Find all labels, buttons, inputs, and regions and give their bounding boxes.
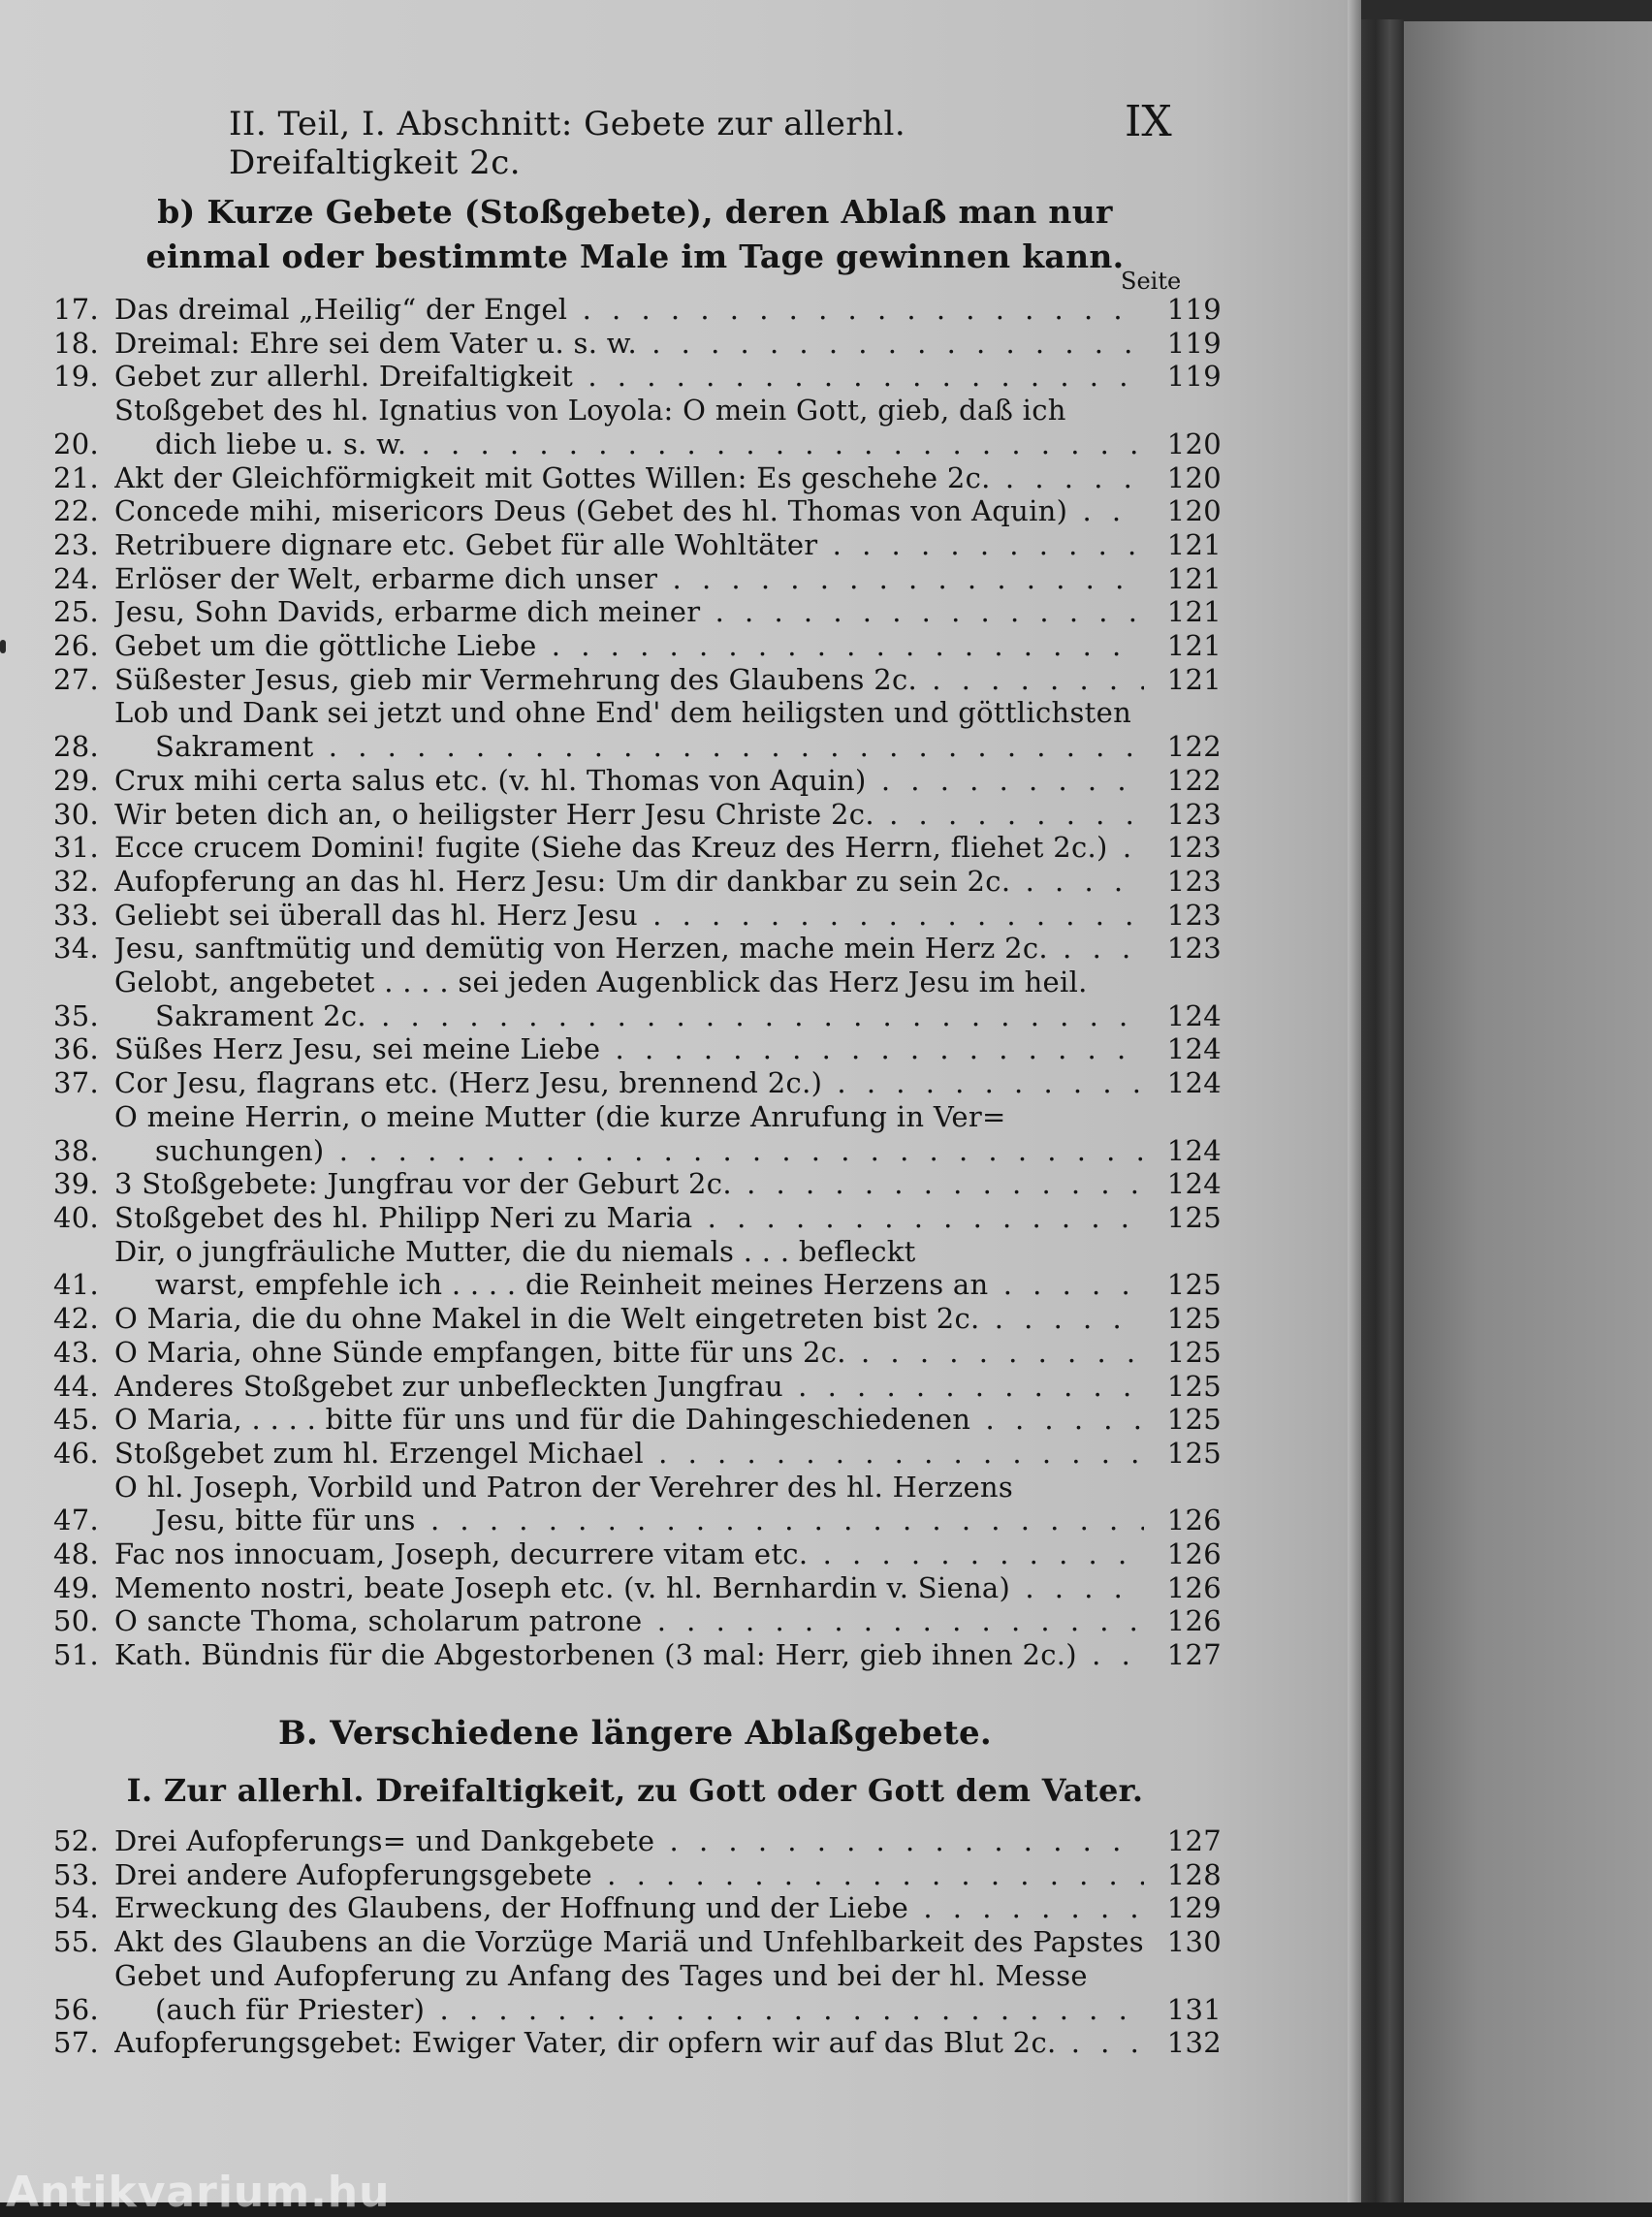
- toc-entry-number: 53.: [52, 1857, 99, 1891]
- book-spine: [1357, 19, 1404, 2202]
- toc-entry-number: 29.: [52, 763, 99, 797]
- toc-entry-number: 42.: [52, 1302, 99, 1336]
- section-b-heading: b) Kurze Gebete (Stoßgebete), deren Ablaß man nur einmal oder bestimmte Male im Tage gewinnen kann.: [145, 193, 1125, 275]
- toc-entry: [0, 966, 1222, 1032]
- toc-entry-title: Drei andere Aufopferungsgebete . . .: [114, 1858, 1144, 1892]
- toc-entry-number: 40.: [52, 1200, 99, 1234]
- toc-entry-title: Erlöser der Welt, erbarme dich unser . . .: [114, 562, 1144, 596]
- toc-entry-number: 33.: [52, 898, 99, 932]
- toc-entry-continuation: (auch für Priester) . . .: [114, 1993, 1144, 2027]
- toc-entry: [0, 293, 1222, 327]
- toc-entry-number: 41.: [52, 1268, 99, 1302]
- toc-entry-title: Gebet und Aufopferung zu Anfang des Tages und bei der hl. Messe (auch für Priester) . . .: [114, 1959, 1144, 2026]
- toc-entry: [0, 327, 1222, 361]
- toc-entry-title: Süßester Jesus, gieb mir Vermehrung des Glaubens 2c. . . .: [114, 663, 1144, 697]
- toc-entry-number: 34.: [52, 932, 99, 966]
- toc-entry-title: Erweckung des Glaubens, der Hoffnung und der Liebe . . .: [114, 1891, 1144, 1925]
- toc-entry-page: 120: [1166, 460, 1222, 494]
- toc-list-section-b: [0, 293, 1222, 1672]
- toc-entry-number: 52.: [52, 1824, 99, 1857]
- toc-entry-number: 18.: [52, 326, 99, 360]
- toc-entry-number: 19.: [52, 360, 99, 394]
- toc-entry: [0, 1201, 1222, 1235]
- toc-entry-page: 121: [1166, 662, 1222, 696]
- toc-entry-page: 122: [1166, 730, 1222, 764]
- toc-entry: [0, 1167, 1222, 1201]
- toc-entry-title: Retribuere dignare etc. Gebet für alle Wohltäter . . .: [114, 528, 1144, 562]
- toc-entry: [0, 1403, 1222, 1437]
- toc-entry-page: 121: [1166, 527, 1222, 561]
- toc-entry: [0, 629, 1222, 663]
- toc-entry-number: 44.: [52, 1369, 99, 1403]
- toc-entry-number: 32.: [52, 864, 99, 898]
- toc-entry-number: 48.: [52, 1537, 99, 1571]
- toc-entry: [0, 1471, 1222, 1537]
- toc-entry-title: Süßes Herz Jesu, sei meine Liebe . . .: [114, 1032, 1144, 1066]
- part-b-heading: B. Verschiedene längere Ablaßgebete.: [277, 1714, 993, 1753]
- toc-entry-page: 127: [1166, 1638, 1222, 1672]
- toc-entry-page: 124: [1166, 1032, 1222, 1066]
- toc-entry: [0, 1066, 1222, 1100]
- toc-entry: [0, 595, 1222, 629]
- toc-entry-title: Stoßgebet des hl. Philipp Neri zu Maria . . .: [114, 1201, 1144, 1235]
- toc-entry-title: Wir beten dich an, o heiligster Herr Jesu Christe 2c. . . .: [114, 798, 1144, 832]
- toc-entry-number: 20.: [52, 427, 99, 460]
- toc-entry-title: Dir, o jungfräuliche Mutter, die du niemals . . . befleckt warst, empfehle ich . . . . die Reinheit meines Herzens an . . .: [114, 1235, 1144, 1302]
- toc-entry-title: Concede mihi, misericors Deus (Gebet des hl. Thomas von Aquin) . . .: [114, 494, 1144, 528]
- toc-entry-number: 17.: [52, 293, 99, 326]
- toc-entry: [0, 528, 1222, 562]
- toc-entry-page: 124: [1166, 998, 1222, 1032]
- toc-entry: [0, 1571, 1222, 1605]
- toc-entry: [0, 2026, 1222, 2060]
- toc-entry: [0, 394, 1222, 460]
- toc-entry: [0, 1336, 1222, 1370]
- toc-entry-page: 120: [1166, 494, 1222, 528]
- seite-column-label: Seite: [1121, 268, 1182, 295]
- toc-entry: [0, 1604, 1222, 1638]
- toc-entry-title: O sancte Thoma, scholarum patrone . . .: [114, 1604, 1144, 1638]
- toc-entry-number: 49.: [52, 1570, 99, 1604]
- toc-entry: [0, 663, 1222, 697]
- toc-entry-title: Aufopferung an das hl. Herz Jesu: Um dir dankbar zu sein 2c. . . .: [114, 865, 1144, 899]
- toc-entry-number: 56.: [52, 1992, 99, 2026]
- background-surface: [1404, 0, 1652, 2202]
- toc-entry-page: 121: [1166, 561, 1222, 595]
- toc-entry-title: O Maria, . . . . bitte für uns und für die Dahingeschiedenen . . .: [114, 1403, 1144, 1437]
- toc-entry-page: 123: [1166, 864, 1222, 898]
- toc-entry-title: Lob und Dank sei jetzt und ohne End' dem heiligsten und göttlichsten Sakrament . . .: [114, 696, 1144, 763]
- toc-entry: [0, 1537, 1222, 1571]
- toc-entry: [0, 932, 1222, 966]
- toc-entry-title: Gebet um die göttliche Liebe . . .: [114, 629, 1144, 663]
- shadow-strip: [1357, 0, 1652, 21]
- toc-list-section-i: [0, 1824, 1222, 2060]
- toc-entry-number: 54.: [52, 1891, 99, 1925]
- toc-entry-title: Jesu, sanftmütig und demütig von Herzen, mache mein Herz 2c. . . .: [114, 932, 1144, 966]
- toc-entry-number: 30.: [52, 797, 99, 831]
- toc-entry-page: 124: [1166, 1133, 1222, 1167]
- toc-entry-number: 38.: [52, 1133, 99, 1167]
- toc-entry-number: 51.: [52, 1638, 99, 1672]
- toc-entry: [0, 494, 1222, 528]
- toc-entry-continuation: Sakrament 2c. . . .: [114, 999, 1144, 1033]
- toc-entry: [0, 798, 1222, 832]
- toc-entry-number: 47.: [52, 1504, 99, 1537]
- toc-entry-number: 50.: [52, 1604, 99, 1638]
- toc-entry-title: Akt des Glaubens an die Vorzüge Mariä und Unfehlbarkeit des Papstes . . .: [114, 1925, 1144, 1959]
- toc-entry-number: 21.: [52, 460, 99, 494]
- toc-entry: [0, 1925, 1222, 1959]
- toc-entry-number: 35.: [52, 998, 99, 1032]
- toc-entry-title: Dreimal: Ehre sei dem Vater u. s. w. . . .: [114, 327, 1144, 361]
- toc-entry-page: 132: [1166, 2026, 1222, 2060]
- toc-entry: [0, 764, 1222, 798]
- toc-entry: [0, 1824, 1222, 1858]
- toc-entry-page: 124: [1166, 1167, 1222, 1201]
- toc-entry-title: O Maria, die du ohne Makel in die Welt eingetreten bist 2c. . . .: [114, 1302, 1144, 1336]
- toc-entry-title: Cor Jesu, flagrans etc. (Herz Jesu, brennend 2c.) . . .: [114, 1066, 1144, 1100]
- toc-entry: [0, 1959, 1222, 2026]
- toc-entry: [0, 1858, 1222, 1892]
- toc-entry-page: 122: [1166, 763, 1222, 797]
- toc-entry-number: 37.: [52, 1066, 99, 1100]
- toc-entry-number: 27.: [52, 662, 99, 696]
- toc-entry-page: 123: [1166, 932, 1222, 966]
- toc-entry-page: 119: [1166, 360, 1222, 394]
- page-number: IX: [1125, 97, 1172, 146]
- toc-entry-title: Ecce crucem Domini! fugite (Siehe das Kreuz des Herrn, fliehet 2c.) . . .: [114, 831, 1144, 865]
- watermark: Antikvarium.hu: [6, 2168, 391, 2217]
- toc-entry-page: 119: [1166, 293, 1222, 326]
- toc-entry-number: 28.: [52, 730, 99, 764]
- toc-entry-title: Gelobt, angebetet . . . . sei jeden Augenblick das Herz Jesu im heil. Sakrament 2c. . . .: [114, 966, 1144, 1032]
- toc-entry-title: Akt der Gleichförmigkeit mit Gottes Willen: Es geschehe 2c. . . .: [114, 461, 1144, 495]
- toc-entry-title: Das dreimal „Heilig“ der Engel . . .: [114, 293, 1144, 327]
- toc-entry: [0, 831, 1222, 865]
- toc-entry: [0, 1891, 1222, 1925]
- toc-entry-number: 24.: [52, 561, 99, 595]
- toc-entry-title: Geliebt sei überall das hl. Herz Jesu . . .: [114, 899, 1144, 933]
- page-edge: [1348, 0, 1361, 2202]
- toc-entry: [0, 1437, 1222, 1471]
- toc-entry-title: Kath. Bündnis für die Abgestorbenen (3 mal: Herr, gieb ihnen 2c.) . . .: [114, 1638, 1144, 1672]
- toc-entry-title: O hl. Joseph, Vorbild und Patron der Verehrer des hl. Herzens Jesu, bitte für uns . . .: [114, 1471, 1144, 1537]
- toc-entry-page: 126: [1166, 1604, 1222, 1638]
- toc-entry: [0, 360, 1222, 394]
- toc-entry-continuation: warst, empfehle ich . . . . die Reinheit meines Herzens an . . .: [114, 1268, 1144, 1302]
- toc-entry: [0, 865, 1222, 899]
- toc-entry-title: Aufopferungsgebet: Ewiger Vater, dir opfern wir auf das Blut 2c. . . .: [114, 2026, 1144, 2060]
- toc-entry-page: 130: [1166, 1925, 1222, 1959]
- toc-entry-page: 126: [1166, 1570, 1222, 1604]
- toc-entry-number: 22.: [52, 494, 99, 528]
- toc-entry-title: Fac nos innocuam, Joseph, decurrere vitam etc. . . .: [114, 1537, 1144, 1571]
- toc-entry-page: 125: [1166, 1369, 1222, 1403]
- toc-entry: [0, 1032, 1222, 1066]
- toc-entry-title: Drei Aufopferungs= und Dankgebete . . .: [114, 1824, 1144, 1858]
- toc-entry-continuation: Jesu, bitte für uns . . .: [114, 1504, 1144, 1537]
- toc-entry-page: 127: [1166, 1824, 1222, 1857]
- toc-entry-number: 55.: [52, 1925, 99, 1959]
- toc-entry-title: Anderes Stoßgebet zur unbefleckten Jungfrau . . .: [114, 1370, 1144, 1404]
- toc-entry-number: 23.: [52, 527, 99, 561]
- toc-entry-title: Jesu, Sohn Davids, erbarme dich meiner . . .: [114, 595, 1144, 629]
- toc-entry: [0, 1302, 1222, 1336]
- toc-entry-number: 31.: [52, 831, 99, 865]
- toc-entry-title: O meine Herrin, o meine Mutter (die kurze Anrufung in Ver= suchungen) . . .: [114, 1100, 1144, 1167]
- toc-entry-page: 126: [1166, 1537, 1222, 1571]
- toc-entry-number: 36.: [52, 1032, 99, 1066]
- toc-entry-number: 26.: [52, 629, 99, 663]
- toc-entry-title: Stoßgebet zum hl. Erzengel Michael . . .: [114, 1437, 1144, 1471]
- toc-entry-page: 121: [1166, 629, 1222, 663]
- toc-entry-page: 125: [1166, 1436, 1222, 1470]
- toc-entry-title: O Maria, ohne Sünde empfangen, bitte für uns 2c. . . .: [114, 1336, 1144, 1370]
- toc-entry: [0, 899, 1222, 933]
- section-i-heading: I. Zur allerhl. Dreifaltigkeit, zu Gott oder Gott dem Vater.: [126, 1772, 1144, 1809]
- toc-entry-number: 46.: [52, 1436, 99, 1470]
- toc-entry-number: 45.: [52, 1403, 99, 1437]
- toc-entry: [0, 1100, 1222, 1167]
- toc-entry: [0, 562, 1222, 596]
- toc-entry-page: 120: [1166, 427, 1222, 460]
- toc-entry-title: Memento nostri, beate Joseph etc. (v. hl. Bernhardin v. Siena) . . .: [114, 1571, 1144, 1605]
- toc-entry-title: Crux mihi certa salus etc. (v. hl. Thomas von Aquin) . . .: [114, 764, 1144, 798]
- toc-entry-page: 125: [1166, 1200, 1222, 1234]
- toc-entry-page: 125: [1166, 1302, 1222, 1336]
- toc-entry-page: 123: [1166, 797, 1222, 831]
- toc-entry-continuation: Sakrament . . .: [114, 730, 1144, 764]
- toc-entry: [0, 1370, 1222, 1404]
- running-head: II. Teil, I. Abschnitt: Gebete zur allerhl. Dreifaltigkeit 2c.: [229, 105, 906, 182]
- toc-entry: [0, 461, 1222, 495]
- toc-entry: [0, 696, 1222, 763]
- toc-entry-page: 128: [1166, 1857, 1222, 1891]
- toc-entry-continuation: dich liebe u. s. w. . . .: [114, 428, 1144, 461]
- toc-entry-title: Gebet zur allerhl. Dreifaltigkeit . . .: [114, 360, 1144, 394]
- toc-entry: [0, 1638, 1222, 1672]
- toc-entry-number: 39.: [52, 1167, 99, 1201]
- toc-entry-page: 119: [1166, 326, 1222, 360]
- toc-entry-page: 125: [1166, 1335, 1222, 1369]
- toc-entry-page: 129: [1166, 1891, 1222, 1925]
- toc-entry-title: Stoßgebet des hl. Ignatius von Loyola: O mein Gott, gieb, daß ich dich liebe u. s. w. . . .: [114, 394, 1144, 460]
- toc-entry-page: 126: [1166, 1504, 1222, 1537]
- toc-entry-number: 43.: [52, 1335, 99, 1369]
- toc-entry-page: 125: [1166, 1268, 1222, 1302]
- toc-entry-page: 125: [1166, 1403, 1222, 1437]
- toc-entry-number: 25.: [52, 595, 99, 629]
- toc-entry-page: 124: [1166, 1066, 1222, 1100]
- toc-entry-number: 57.: [52, 2026, 99, 2060]
- toc-entry-continuation: suchungen) . . .: [114, 1134, 1144, 1168]
- toc-entry-page: 121: [1166, 595, 1222, 629]
- toc-entry-page: 123: [1166, 831, 1222, 865]
- toc-entry-page: 131: [1166, 1992, 1222, 2026]
- toc-entry-page: 123: [1166, 898, 1222, 932]
- toc-entry-title: 3 Stoßgebete: Jungfrau vor der Geburt 2c. . . .: [114, 1167, 1144, 1201]
- toc-entry: [0, 1235, 1222, 1302]
